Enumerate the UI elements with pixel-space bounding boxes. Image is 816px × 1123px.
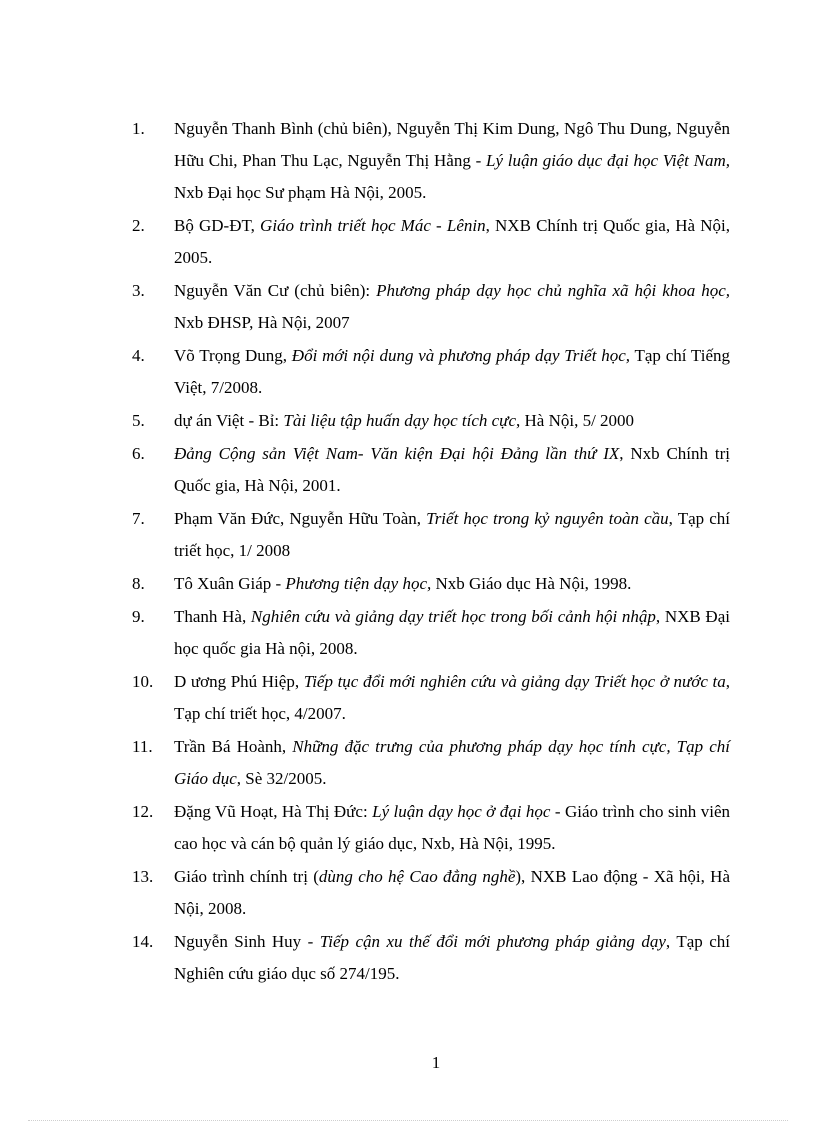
reference-item: 1. Nguyễn Thanh Bình (chủ biên), Nguyễn Thị Kim Dung, Ngô Thu Dung, Nguyễn Hữu Chi, Phan Thu Lạc, Nguyễn Thị Hằng - Lý luận giáo dục đại học Việt Nam, Nxb Đại học Sư phạm Hà Nội, 2005. [132, 113, 730, 209]
reference-list [132, 113, 730, 991]
reference-item: 4. Võ Trọng Dung, Đổi mới nội dung và phương pháp dạy Triết học, Tạp chí Tiếng Việt, 7/2008. [132, 340, 730, 404]
reference-number: 7. [132, 509, 145, 528]
reference-item: 7. Phạm Văn Đức, Nguyễn Hữu Toàn, Triết học trong kỷ nguyên toàn cầu, Tạp chí triết học, 1/ 2008 [132, 503, 730, 567]
reference-item: 12. Đặng Vũ Hoạt, Hà Thị Đức: Lý luận dạy học ở đại học - Giáo trình cho sinh viên cao học và cán bộ quản lý giáo dục, Nxb, Hà Nội, 1995. [132, 796, 730, 860]
reference-number: 11. [132, 737, 153, 756]
reference-number: 5. [132, 411, 145, 430]
reference-item: 3. Nguyễn Văn Cư (chủ biên): Phương pháp dạy học chủ nghĩa xã hội khoa học, Nxb ĐHSP, Hà Nội, 2007 [132, 275, 730, 339]
reference-item: 10. D ương Phú Hiệp, Tiếp tục đổi mới nghiên cứu và giảng dạy Triết học ở nước ta, Tạp chí triết học, 4/2007. [132, 666, 730, 730]
page-number: 1 [431, 1053, 441, 1072]
reference-item: 6. Đảng Cộng sản Việt Nam- Văn kiện Đại hội Đảng lần thứ IX, Nxb Chính trị Quốc gia, Hà Nội, 2001. [132, 438, 730, 502]
reference-number: 2. [132, 216, 145, 235]
reference-item: 14. Nguyễn Sinh Huy - Tiếp cận xu thế đổi mới phương pháp giảng dạy, Tạp chí Nghiên cứu giáo dục số 274/195. [132, 926, 730, 990]
reference-item: 13. Giáo trình chính trị (dùng cho hệ Cao đẳng nghề), NXB Lao động - Xã hội, Hà Nội, 2008. [132, 861, 730, 925]
reference-item: 11. Trần Bá Hoành, Những đặc trưng của phương pháp dạy học tính cực, Tạp chí Giáo dục, Sè 32/2005. [132, 731, 730, 795]
reference-number: 9. [132, 607, 145, 626]
reference-number: 13. [132, 867, 154, 886]
reference-number: 4. [132, 346, 145, 365]
reference-number: 12. [132, 802, 154, 821]
reference-number: 1. [132, 119, 145, 138]
reference-item: 8. Tô Xuân Giáp - Phương tiện dạy học, Nxb Giáo dục Hà Nội, 1998. [132, 568, 730, 600]
reference-number: 3. [132, 281, 145, 300]
page-bottom-divider [28, 1120, 788, 1121]
reference-number: 10. [132, 672, 154, 691]
reference-item: 9. Thanh Hà, Nghiên cứu và giảng dạy triết học trong bối cảnh hội nhập, NXB Đại học quốc gia Hà nội, 2008. [132, 601, 730, 665]
reference-number: 14. [132, 932, 154, 951]
reference-item: 5. dự án Việt - Bỉ: Tài liệu tập huấn dạy học tích cực, Hà Nội, 5/ 2000 [132, 405, 730, 437]
reference-number: 6. [132, 444, 145, 463]
reference-item: 2. Bộ GD-ĐT, Giáo trình triết học Mác - Lênin, NXB Chính trị Quốc gia, Hà Nội, 2005. [132, 210, 730, 274]
reference-number: 8. [132, 574, 145, 593]
